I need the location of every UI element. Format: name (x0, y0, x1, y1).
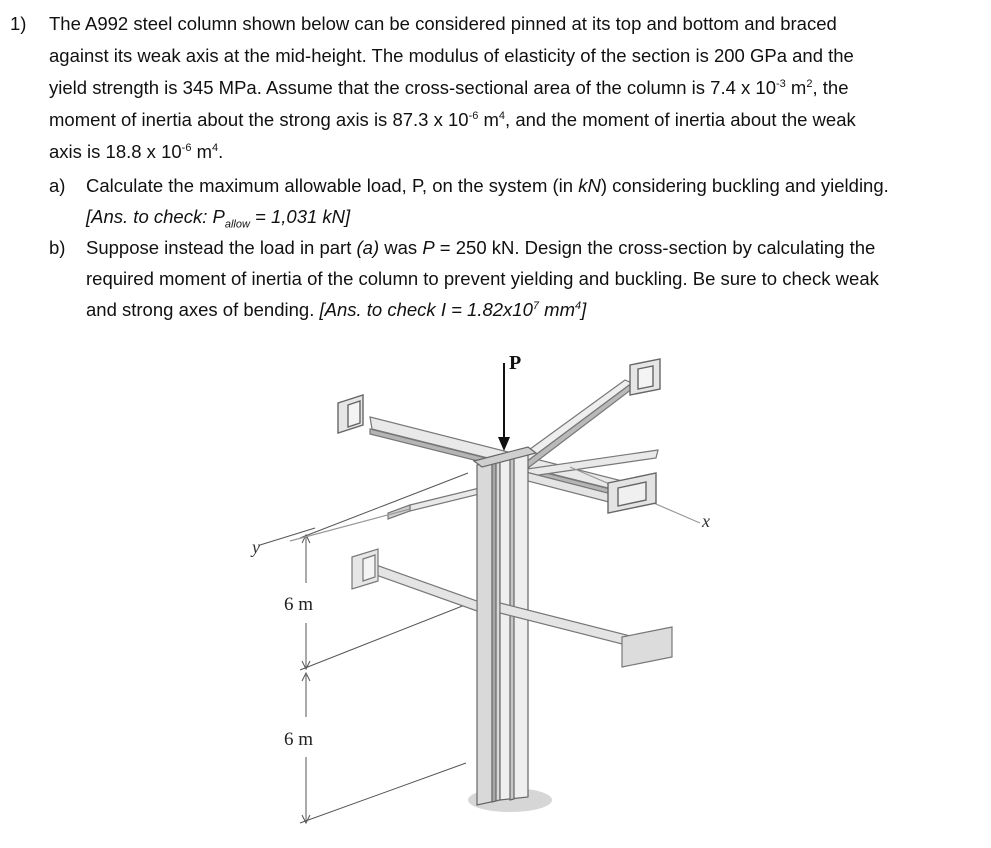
intro-line-4: moment of inertia about the strong axis is 87.3 x $10^{-6}$ $m^4$, and the moment of inertia about the weak (49, 109, 856, 130)
y-axis-label: y (252, 537, 260, 557)
intro-line-5: axis is 18.8 x $10^{-6}$ $m^4$. (49, 141, 224, 162)
part-a-label: a) (49, 175, 66, 196)
part-b-line-2: required moment of inertia of the column to prevent yielding and buckling. Be sure to check weak (86, 268, 879, 289)
column-figure (230, 345, 790, 840)
intro-line-2: against its weak axis at the mid-height. The modulus of elasticity of the section is 200 GPa and the (49, 45, 854, 66)
problem-number: 1) (10, 13, 27, 34)
load-arrow (498, 363, 510, 451)
part-a-answer: [Ans. to check: $P_{allow} = 1,031$ kN] (86, 206, 351, 231)
part-a-question: Calculate the maximum allowable load, P, on the system (in kN) considering buckling and yielding. (86, 175, 889, 196)
part-b-line-3: and strong axes of bending. [Ans. to check $I = 1.82x10^7$ $mm^4$] (86, 299, 587, 320)
dimension-lines (300, 473, 470, 823)
steel-column (474, 447, 536, 805)
intro-line-1: The A992 steel column shown below can be considered pinned at its top and bottom and braced (49, 13, 837, 34)
part-b-line-1: Suppose instead the load in part (a) was P = 250 kN. Design the cross-section by calculating the (86, 237, 876, 258)
upper-dimension-label: 6 m (284, 594, 314, 615)
x-axis-label: x (702, 511, 710, 531)
load-label: P (509, 352, 522, 374)
lower-dimension-label: 6 m (284, 729, 314, 750)
part-b-label: b) (49, 237, 66, 258)
intro-line-3: yield strength is 345 MPa. Assume that the cross-sectional area of the column is 7.4 x $10^{-3}$ $m^2$, the (49, 77, 849, 98)
